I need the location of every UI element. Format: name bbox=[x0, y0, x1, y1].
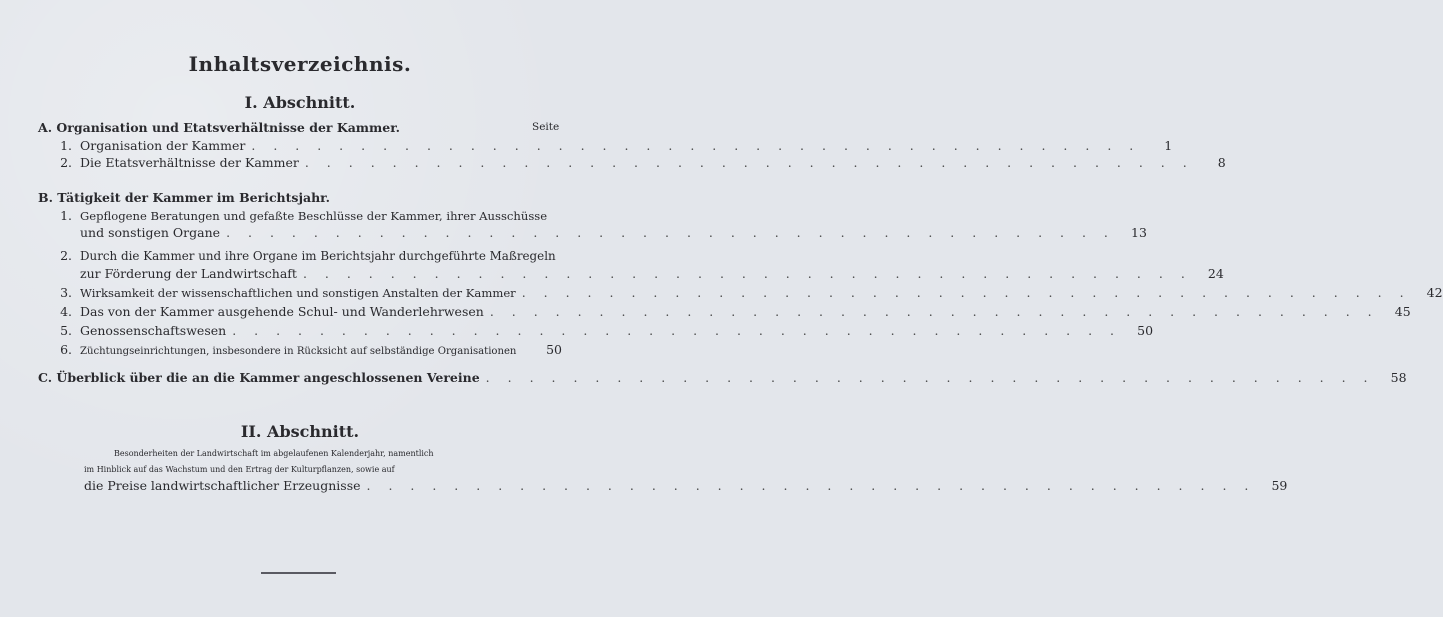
toc-entry[interactable] bbox=[54, 323, 1154, 339]
toc-group-a bbox=[38, 120, 558, 136]
leader-dots: . . . . . . . . . . . . . . . . . . . . . . . . . . . . . . . . . . . . . . . . . bbox=[304, 155, 1194, 170]
leader-dots: . . . . . . . . . . . . . . . . . . . . . . . . . . . . . . . . . . . . . . . . . bbox=[302, 266, 1192, 281]
page-title: Inhaltsverzeichnis. bbox=[188, 52, 412, 76]
page-column-label: Seite bbox=[532, 121, 560, 133]
entry-title: Züchtungseinrichtungen, insbesondere in Rücksicht auf selbständige Organisationen bbox=[80, 346, 517, 357]
entry-last-line bbox=[84, 478, 1288, 494]
entry-number: 1. bbox=[60, 138, 72, 153]
entry-number: 5. bbox=[60, 323, 72, 338]
entry-number: 1. bbox=[60, 208, 72, 223]
leader-dots: . . . . . . . . . . . . . . . . . . . . . . . . . . . . . . . . . . . . . . . . . bbox=[251, 138, 1141, 153]
group-a-label: A. Organisation und Etatsverhältnisse der Kammer. bbox=[38, 120, 400, 135]
toc-entry[interactable] bbox=[54, 342, 562, 360]
toc-group-c[interactable] bbox=[38, 370, 1407, 386]
entry-page: 42 bbox=[1426, 285, 1443, 300]
group-b-label: B. Tätigkeit der Kammer im Berichtsjahr. bbox=[38, 190, 330, 205]
section-1-heading: I. Abschnitt. bbox=[244, 93, 356, 112]
entry-line: im Hinblick auf das Wachstum und den Ertrag der Kulturpflanzen, sowie auf bbox=[84, 465, 395, 474]
entry-line: Besonderheiten der Landwirtschaft im abgelaufenen Kalenderjahr, namentlich bbox=[114, 449, 434, 458]
closing-rule bbox=[261, 572, 336, 574]
entry-page: 8 bbox=[1217, 155, 1226, 170]
entry-title: Genossenschaftswesen bbox=[80, 323, 227, 338]
toc-group-b bbox=[38, 190, 558, 206]
toc-entry[interactable] bbox=[54, 208, 562, 224]
leader-dots: . . . . . . . . . . . . . . . . . . . . . . . . . . . . . . . . . . . . . . . . . bbox=[485, 370, 1375, 385]
entry-number: 2. bbox=[60, 155, 72, 170]
entry-page: 45 bbox=[1394, 304, 1411, 319]
entry-title-cont: zur Förderung der Landwirtschaft bbox=[80, 266, 297, 281]
entry-number: 6. bbox=[60, 342, 72, 357]
leader-dots: . . . . . . . . . . . . . . . . . . . . . . . . . . . . . . . . . . . . . . . . . bbox=[232, 323, 1122, 338]
entry-title: Organisation der Kammer bbox=[80, 138, 246, 153]
section-2-entry[interactable] bbox=[84, 446, 1288, 494]
leader-dots: . . . . . . . . . . . . . . . . . . . . . . . . . . . . . . . . . . . . . . . . . bbox=[521, 285, 1411, 300]
entry-title: Gepflogene Beratungen und gefaßte Beschlüsse der Kammer, ihrer Ausschüsse bbox=[80, 209, 548, 223]
leader-dots: . . . . . . . . . . . . . . . . . . . . . . . . . . . . . . . . . . . . . . . . . bbox=[226, 225, 1115, 240]
toc-entry[interactable] bbox=[54, 304, 1411, 320]
entry-title: Die Etatsverhältnisse der Kammer bbox=[80, 155, 299, 170]
toc-entry[interactable] bbox=[54, 155, 1226, 171]
toc-entry[interactable] bbox=[54, 285, 1443, 301]
section-2-heading: II. Abschnitt. bbox=[240, 422, 360, 441]
entry-page: 59 bbox=[1271, 478, 1288, 493]
entry-page: 58 bbox=[1390, 370, 1407, 385]
entry-number: 3. bbox=[60, 285, 72, 300]
entry-page: 24 bbox=[1207, 266, 1224, 281]
leader-dots: . . . . . . . . . . . . . . . . . . . . . . . . . . . . . . . . . . . . . . . . . bbox=[489, 304, 1379, 319]
toc-entry-continuation[interactable] bbox=[80, 225, 1147, 241]
group-c-label: C. Überblick über die an die Kammer angeschlossenen Vereine bbox=[38, 370, 480, 385]
entry-number: 2. bbox=[60, 248, 72, 263]
toc-entry-continuation[interactable] bbox=[80, 266, 1224, 282]
entry-title: Das von der Kammer ausgehende Schul- und Wanderlehrwesen bbox=[80, 304, 484, 319]
entry-number: 4. bbox=[60, 304, 72, 319]
entry-page: 50 bbox=[546, 342, 562, 357]
entry-page: 50 bbox=[1137, 323, 1154, 338]
entry-title: Durch die Kammer und ihre Organe im Berichtsjahr durchgeführte Maßregeln bbox=[80, 249, 556, 263]
entry-title: Wirksamkeit der wissenschaftlichen und sonstigen Anstalten der Kammer bbox=[80, 286, 516, 300]
entry-page: 13 bbox=[1131, 225, 1147, 240]
toc-entry[interactable] bbox=[54, 138, 1173, 154]
toc-entry[interactable] bbox=[54, 248, 562, 264]
entry-title-cont: und sonstigen Organe bbox=[80, 225, 221, 240]
leader-dots: . . . . . . . . . . . . . . . . . . . . . . . . . . . . . . . . . . . . . . . . . bbox=[366, 478, 1256, 493]
entry-page: 1 bbox=[1164, 138, 1173, 153]
entry-line: die Preise landwirtschaftlicher Erzeugnisse bbox=[84, 478, 361, 493]
